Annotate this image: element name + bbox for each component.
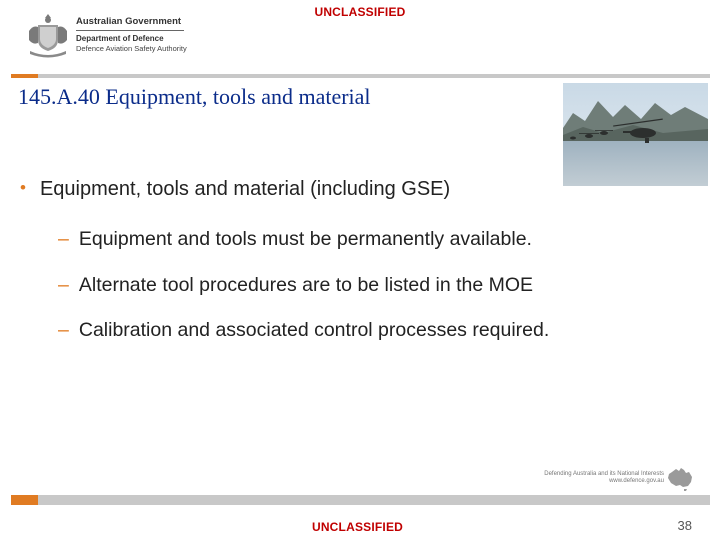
department-label: Department of Defence xyxy=(76,33,164,43)
classification-top: UNCLASSIFIED xyxy=(314,5,406,19)
sub-bullet-item xyxy=(58,274,533,297)
page-number: 38 xyxy=(677,518,692,533)
sub-bullet-item xyxy=(58,228,532,251)
department-divider xyxy=(76,30,184,31)
footer-divider xyxy=(11,495,710,505)
website-text: www.defence.gov.au xyxy=(609,477,664,484)
bullet-item xyxy=(20,178,450,201)
header-divider xyxy=(11,74,710,78)
sub-bullet-text: Alternate tool procedures are to be listed in the MOE xyxy=(78,274,534,296)
footer-divider-accent xyxy=(11,495,38,505)
header-divider-accent xyxy=(11,74,38,78)
bullet-marker: • xyxy=(20,178,26,197)
classification-bottom: UNCLASSIFIED xyxy=(311,520,404,534)
footer-tagline xyxy=(540,471,664,484)
dash-marker: – xyxy=(58,274,69,296)
sub-bullet-text: Calibration and associated control processes required. xyxy=(78,319,550,341)
bullet-text: Equipment, tools and material (including GSE) xyxy=(39,178,451,200)
coat-of-arms-icon xyxy=(26,11,70,59)
sub-bullet-item xyxy=(58,319,549,342)
helicopter-photo xyxy=(563,83,708,186)
government-label: Australian Government xyxy=(76,16,182,27)
dash-marker: – xyxy=(58,228,69,250)
sub-bullet-text: Equipment and tools must be permanently available. xyxy=(78,228,532,250)
department-logo xyxy=(26,11,191,59)
australia-map-icon xyxy=(666,466,694,492)
slide-title: 145.A.40 Equipment, tools and material xyxy=(18,84,371,109)
dash-marker: – xyxy=(58,319,69,341)
authority-label: Defence Aviation Safety Authority xyxy=(76,43,187,53)
tagline-text: Defending Australia and its National Interests xyxy=(544,471,664,477)
